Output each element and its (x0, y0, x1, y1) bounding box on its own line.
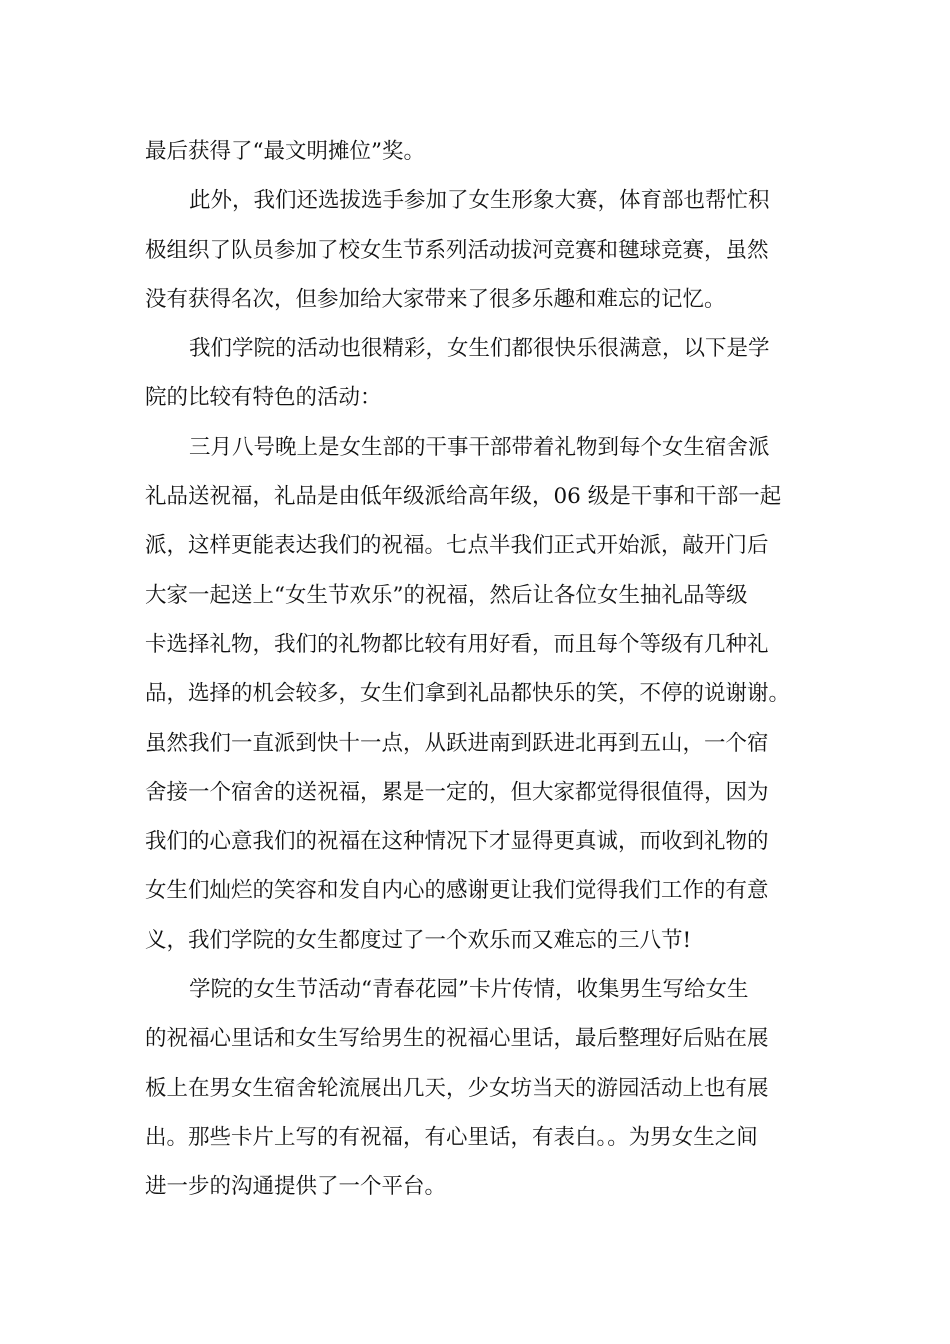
text-line: 出。那些卡片上写的有祝福，有心里话，有表白。。为男女生之间 (145, 1124, 758, 1150)
text-line: 大家一起送上“女生节欢乐”的祝福，然后让各位女生抽礼品等级 (145, 582, 748, 608)
text-line: 虽然我们一直派到快十一点，从跃进南到跃进北再到五山，一个宿 (145, 730, 769, 756)
text-line: 礼品送祝福，礼品是由低年级派给高年级，06 级是干事和干部一起 (145, 484, 782, 510)
text-line: 的祝福心里话和女生写给男生的祝福心里话，最后整理好后贴在展 (145, 1026, 769, 1052)
text-line: 卡选择礼物，我们的礼物都比较有用好看，而且每个等级有几种礼 (145, 631, 769, 657)
text-line: 没有获得名次，但参加给大家带来了很多乐趣和难忘的记忆。 (145, 286, 726, 312)
text-line: 此外，我们还选拔选手参加了女生形象大赛，体育部也帮忙积 (189, 188, 770, 214)
text-line: 品，选择的机会较多，女生们拿到礼品都快乐的笑，不停的说谢谢。 (145, 681, 791, 707)
text-line: 极组织了队员参加了校女生节系列活动拔河竞赛和毽球竞赛，虽然 (145, 237, 769, 263)
text-line: 我们的心意我们的祝福在这种情况下才显得更真诚，而收到礼物的 (145, 829, 769, 855)
text-line: 进一步的沟通提供了一个平台。 (145, 1174, 447, 1200)
document-body (145, 127, 825, 1212)
text-line: 女生们灿烂的笑容和发自内心的感谢更让我们觉得我们工作的有意 (145, 878, 769, 904)
text-line: 板上在男女生宿舍轮流展出几天，少女坊当天的游园活动上也有展 (145, 1075, 769, 1101)
text-line: 最后获得了“最文明摊位”奖。 (145, 139, 425, 164)
text-line: 派，这样更能表达我们的祝福。七点半我们正式开始派，敲开门后 (145, 533, 769, 559)
text-line: 舍接一个宿舍的送祝福，累是一定的，但大家都觉得很值得，因为 (145, 779, 769, 805)
text-line: 义，我们学院的女生都度过了一个欢乐而又难忘的三八节! (145, 927, 692, 953)
text-line: 三月八号晚上是女生部的干事干部带着礼物到每个女生宿舍派 (189, 434, 770, 460)
text-line: 我们学院的活动也很精彩，女生们都很快乐很满意，以下是学 (189, 336, 770, 362)
text-line: 院的比较有特色的活动： (145, 385, 382, 411)
text-line: 学院的女生节活动“青春花园”卡片传情，收集男生写给女生 (189, 977, 749, 1003)
